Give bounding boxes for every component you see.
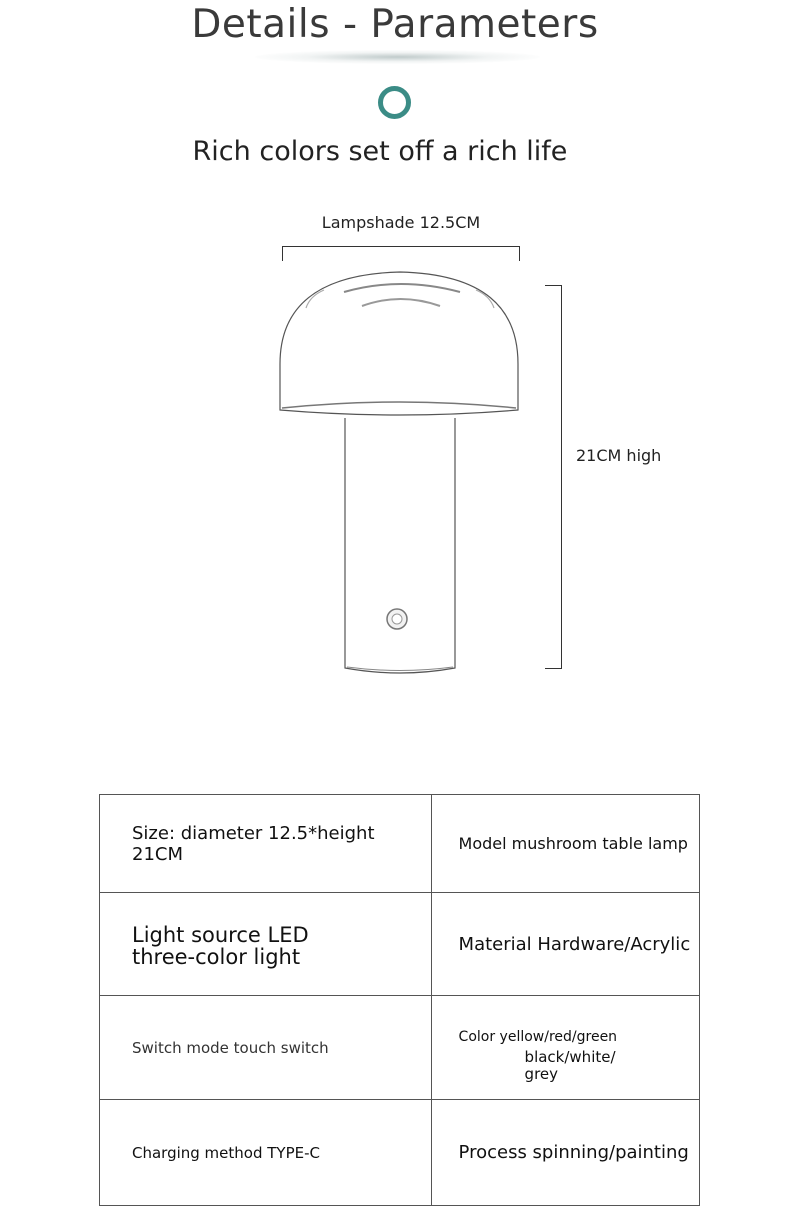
ring-icon [378,86,411,119]
color-line-1: Color yellow/red/green [458,1028,618,1045]
page-title: Details - Parameters [191,2,599,47]
height-dimension-bracket [545,285,562,669]
specifications-table [99,794,700,1206]
lamp-stem [345,418,455,673]
light-source-line-1: Light source LED [132,923,309,947]
page-subtitle: Rich colors set off a rich life [192,136,568,167]
lampshade-dimension-label: Lampshade 12.5CM [321,213,481,232]
table-row [100,795,700,893]
table-cell-material [431,893,699,996]
table-cell-model [431,795,699,893]
table-row [100,893,700,996]
mushroom-lamp-illustration [276,268,526,680]
model-spec: Model mushroom table lamp [458,834,688,853]
light-source-line-2: three-color light [132,945,301,969]
table-row [100,1100,700,1206]
process-spec: Process spinning/painting [458,1142,689,1163]
height-dimension-label: 21CM high [576,446,662,465]
table-cell-light-source [100,893,432,996]
table-cell-color [431,996,699,1100]
charging-spec: Charging method TYPE-C [132,1143,320,1162]
color-line-2: black/white/ [524,1047,616,1066]
title-shadow-decoration [255,50,540,64]
table-row [100,996,700,1100]
color-spec [432,1013,699,1083]
table-cell-charging [100,1100,432,1206]
table-cell-size [100,795,432,893]
color-line-3: grey [524,1064,559,1083]
table-cell-process [431,1100,699,1206]
table-cell-switch [100,996,432,1100]
size-spec: Size: diameter 12.5*height 21CM [132,822,375,865]
switch-spec: Switch mode touch switch [132,1038,329,1057]
material-spec: Material Hardware/Acrylic [458,933,691,955]
width-dimension-bracket [282,246,520,261]
touch-switch-icon [387,609,407,629]
light-source-spec [100,920,431,968]
